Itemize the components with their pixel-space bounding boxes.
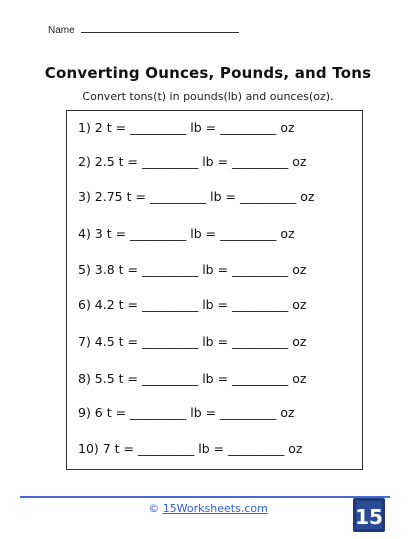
footer-divider bbox=[20, 496, 390, 498]
problem-item: 7) 4.5 t = _________ lb = _________ oz bbox=[78, 334, 307, 349]
15-worksheets-logo-icon bbox=[352, 496, 386, 534]
problem-item: 8) 5.5 t = _________ lb = _________ oz bbox=[78, 371, 307, 386]
problem-item: 6) 4.2 t = _________ lb = _________ oz bbox=[78, 297, 307, 312]
problem-item: 10) 7 t = _________ lb = _________ oz bbox=[78, 441, 303, 456]
problem-item: 9) 6 t = _________ lb = _________ oz bbox=[78, 405, 295, 420]
problem-item: 3) 2.75 t = _________ lb = _________ oz bbox=[78, 189, 315, 204]
worksheet-title: Converting Ounces, Pounds, and Tons bbox=[44, 64, 372, 82]
name-field-line[interactable] bbox=[81, 22, 239, 33]
problem-item: 1) 2 t = _________ lb = _________ oz bbox=[78, 120, 295, 135]
name-row bbox=[48, 22, 239, 36]
site-link-text[interactable]: 15Worksheets.com bbox=[162, 502, 268, 515]
problem-item: 4) 3 t = _________ lb = _________ oz bbox=[78, 226, 295, 241]
copyright-symbol: © bbox=[148, 502, 160, 515]
logo-text: 15 bbox=[355, 505, 383, 529]
worksheet-instructions: Convert tons(t) in pounds(lb) and ounces(oz). bbox=[82, 90, 334, 103]
problem-item: 5) 3.8 t = _________ lb = _________ oz bbox=[78, 262, 307, 277]
name-label: Name bbox=[48, 25, 75, 36]
problem-item: 2) 2.5 t = _________ lb = _________ oz bbox=[78, 154, 307, 169]
